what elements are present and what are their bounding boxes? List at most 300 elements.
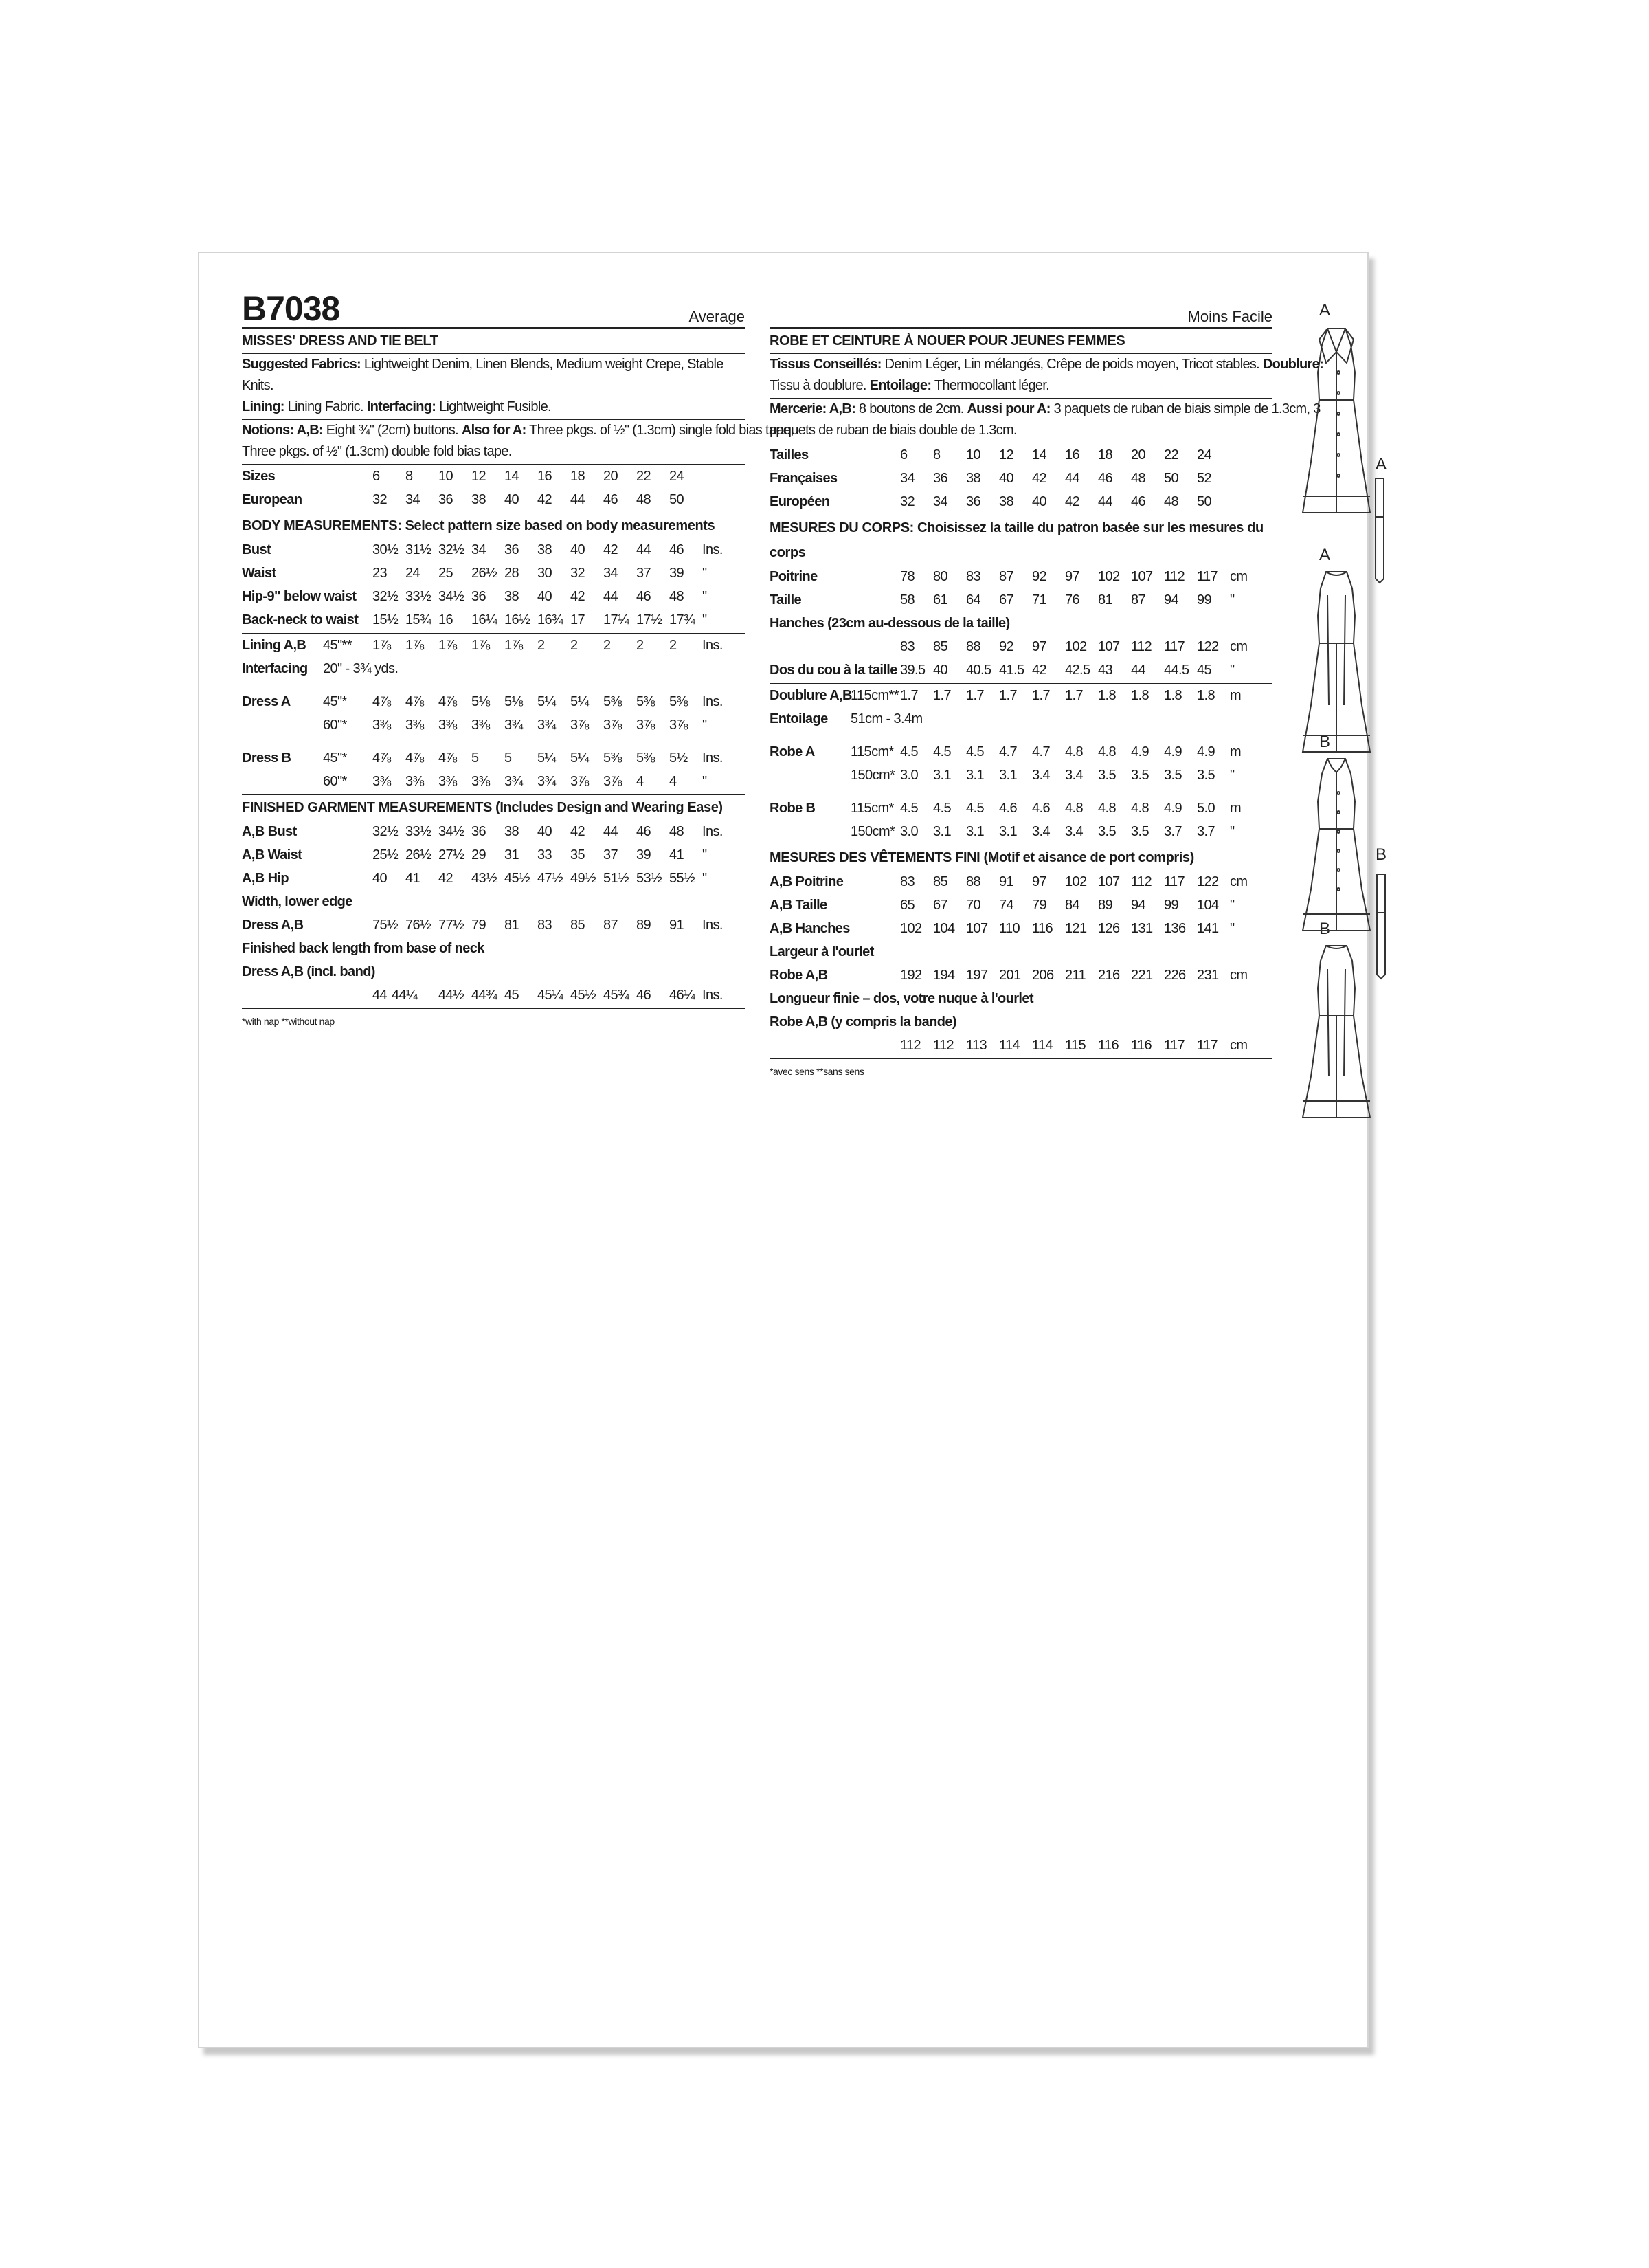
table-row [770,443,1272,467]
cell-value: 46 [1098,471,1113,486]
cell-value: 44 [636,542,651,557]
cell-unit: " [702,718,707,733]
cell-value: 221 [1131,968,1153,983]
cell-value: 47½ [537,871,563,886]
cell-value: 5⅜ [636,751,655,766]
table-row [770,797,1272,820]
cell-value: 42 [570,824,585,839]
lining-label-en: Lining: [242,399,284,414]
cell-value: 5¼ [537,751,556,766]
cell-value: 4 [669,774,677,789]
cell-value: 39.5 [900,663,926,678]
cell-value: 83 [966,569,981,584]
header-en [242,290,745,329]
cell-value: 16 [1065,447,1080,463]
cell-value: 87 [999,569,1014,584]
cell-unit: " [1230,898,1235,913]
cell-value: 3.5 [1164,768,1182,783]
fabrics-text-fr: Denim Léger, Lin mélangés, Crêpe de poids moyen, Tricot stables. [884,357,1260,372]
cell-value: 8 [405,469,413,484]
body-heading-fr: MESURES DU CORPS: Choisissez la taille du patron basée sur les mesures du corps [770,520,1264,560]
notions-text-fr: 8 boutons de 2cm. [858,401,964,416]
cell-value: 67 [999,592,1014,608]
cell-value: 89 [1098,898,1113,913]
cell-value: 4 [636,774,644,789]
cell-value: 44 [603,824,618,839]
cell-value: 3¾ [504,774,523,789]
cell-value: 42 [603,542,618,557]
cell-value: 24 [1197,447,1212,463]
cell-value: 16 [438,612,453,627]
cell-value: 4.5 [933,744,952,759]
cell-value: 36 [933,471,948,486]
cell-value: 206 [1032,968,1054,983]
cell-value: 107 [1098,874,1120,889]
cell-value: 117 [1164,1038,1185,1053]
cell-value: 44 [372,988,388,1003]
interfacing-label-fr: Entoilage: [869,378,932,393]
row-fabric-width: 51cm - 3.4m [851,711,923,726]
notions-text2-fr: 3 paquets de ruban de biais simple de 1.3cm, 3 [1053,401,1321,416]
cell-value: 5¼ [570,751,589,766]
cell-value: 42 [570,589,585,604]
fabrics-label-fr: Tissus Conseillés: [770,357,882,372]
cell-value: 197 [966,968,988,983]
row-label: Finished back length from base of neck [242,941,484,956]
cell-value: 97 [1032,874,1047,889]
cell-value: 70 [966,898,981,913]
table-row [770,707,1272,731]
table-row [770,964,1272,987]
row-label: Hip-9" below waist [242,589,357,604]
view-label-b-front: B [1319,733,1331,751]
table-row [242,657,745,680]
cell-value: 117 [1197,569,1218,584]
cell-value: 76½ [405,918,431,933]
cell-value: 121 [1065,921,1087,936]
cell-value: 48 [1131,471,1146,486]
cell-value: 40 [537,589,552,604]
cell-unit: " [702,612,707,627]
cell-value: 46 [636,589,651,604]
cell-value: 61 [933,592,948,608]
cell-value: 20 [603,469,618,484]
row-fabric-width: 150cm* [851,768,895,783]
cell-value: 42 [537,492,552,507]
cell-value: 91 [669,918,684,933]
cell-value: 226 [1164,968,1186,983]
fabrics-text-en: Lightweight Denim, Linen Blends, Medium weight Crepe, Stable Knits. [242,357,723,393]
cell-value: 192 [900,968,922,983]
row-fabric-width: 115cm** [851,688,899,703]
cell-value: 58 [900,592,915,608]
row-fabric-width: 115cm* [851,744,894,759]
cell-value: 3⅞ [603,718,622,733]
cell-value: 44.5 [1164,663,1189,678]
cell-value: 94 [1164,592,1179,608]
cell-value: 79 [1032,898,1047,913]
cell-value: 32½ [438,542,464,557]
row-label: Tailles [770,447,809,463]
cell-unit: Ins. [702,542,723,557]
row-label: Entoilage [770,711,828,726]
cell-value: 5⅜ [636,694,655,709]
cell-value: 10 [966,447,981,463]
cell-value: 83 [900,639,915,654]
row-label: A,B Poitrine [770,874,844,889]
cell-value: 1.8 [1131,688,1149,703]
cell-unit: cm [1230,639,1248,654]
cell-value: 3⅞ [570,774,589,789]
cell-value: 3¾ [537,774,556,789]
row-label: Taille [770,592,802,608]
cell-value: 1⅞ [438,638,457,653]
cell-value: 1.8 [1197,688,1215,703]
cell-value: 15½ [372,612,399,627]
cell-value: 3⅞ [570,718,589,733]
cell-value: 45 [1197,663,1212,678]
table-row [242,890,745,913]
table-row [242,770,745,793]
cell-value: 43 [1098,663,1113,678]
table-row [770,684,1272,707]
row-label: Lining A,B [242,638,306,653]
cell-unit: " [702,589,707,604]
row-label: A,B Hanches [770,921,850,936]
table-row [770,612,1272,635]
cell-value: 4.9 [1164,744,1182,759]
cell-value: 201 [999,968,1021,983]
cell-value: 64 [966,592,981,608]
cell-value: 4.8 [1098,744,1117,759]
cell-value: 3⅜ [372,774,391,789]
cell-value: 65 [900,898,915,913]
view-label-a-front: A [1319,301,1331,320]
cell-value: 32½ [372,589,399,604]
cell-unit: " [702,847,707,863]
cell-value: 1.7 [1032,688,1051,703]
cell-value: 3.0 [900,768,919,783]
table-row [242,820,745,843]
cell-value: 44 [603,589,618,604]
table-row [242,983,745,1007]
table-row [770,764,1272,787]
table-row [242,713,745,737]
cell-value: 34½ [438,824,464,839]
cell-value: 97 [1032,639,1047,654]
table-row [242,843,745,867]
cell-value: 40 [570,542,585,557]
french-column [770,290,1324,1077]
table-row [770,1010,1272,1034]
yardage-table-en [242,634,745,795]
table-row [242,746,745,770]
row-label: Hanches (23cm au-dessous de la taille) [770,616,1010,631]
row-label: A,B Taille [770,898,827,913]
cell-value: 115 [1065,1038,1086,1053]
cell-value: 16 [537,469,552,484]
cell-value: 77½ [438,918,464,933]
cell-value: 38 [999,494,1014,509]
cell-value: 94 [1131,898,1146,913]
cell-value: 5¼ [537,694,556,709]
row-label: Bust [242,542,271,557]
row-label: Dress B [242,751,291,766]
cell-value: 34 [603,566,618,581]
cell-value: 36 [471,824,486,839]
cell-value: 26½ [405,847,431,863]
cell-value: 34 [933,494,948,509]
cell-value: 20 [1131,447,1146,463]
pattern-code: B7038 [242,289,340,328]
cell-value: 87 [1131,592,1146,608]
cell-value: 46 [1131,494,1146,509]
cell-value: 110 [999,921,1020,936]
cell-value: 30 [537,566,552,581]
notions-also-a-en: Also for A: [461,423,526,438]
cell-value: 2 [636,638,644,653]
cell-value: 48 [1164,494,1179,509]
cell-value: 75½ [372,918,399,933]
cell-value: 27½ [438,847,464,863]
cell-value: 48 [636,492,651,507]
cell-value: 46 [603,492,618,507]
cell-value: 4.6 [999,801,1018,816]
cell-value: 38 [504,824,519,839]
cell-unit: " [1230,921,1235,936]
cell-value: 28 [504,566,519,581]
cell-unit: " [1230,663,1235,678]
table-row [770,893,1272,917]
table-row [770,658,1272,682]
table-row [242,867,745,890]
cell-value: 32 [372,492,388,507]
cell-value: 85 [933,874,948,889]
cell-value: 49½ [570,871,596,886]
finished-table-fr [770,870,1272,1059]
cell-value: 37 [636,566,651,581]
cell-value: 5⅛ [504,694,523,709]
cell-value: 40 [1032,494,1047,509]
cell-value: 114 [1032,1038,1053,1053]
cell-value: 17 [570,612,585,627]
notions-also-a-fr: Aussi pour A: [967,401,1051,416]
row-fabric-width: 60"* [323,774,347,789]
cell-value: 112 [1164,569,1185,584]
cell-value: 113 [966,1038,987,1053]
cell-unit: cm [1230,569,1248,584]
row-label: European [242,492,302,507]
cell-value: 112 [933,1038,954,1053]
cell-value: 3.1 [966,824,985,839]
cell-value: 2 [537,638,545,653]
row-label: Largeur à l'ourlet [770,944,874,959]
fabrics-block-en [242,354,745,420]
table-row [770,917,1272,940]
row-fabric-width: 45"** [323,638,352,653]
notions-block-fr [770,399,1321,443]
cell-value: 114 [999,1038,1020,1053]
row-fabric-width: 45"* [323,751,347,766]
cell-value: 112 [1131,639,1152,654]
cell-unit: " [702,774,707,789]
difficulty-label-fr: Moins Facile [1187,308,1272,325]
cell-value: 80 [933,569,948,584]
cell-value: 3⅜ [471,718,490,733]
table-row [242,538,745,562]
cell-value: 141 [1197,921,1219,936]
row-label: Robe B [770,801,816,816]
cell-value: 4.7 [1032,744,1051,759]
view-illustrations [1299,301,1395,1194]
header-fr [770,290,1272,329]
cell-value: 4.5 [900,744,919,759]
finished-table-en [242,820,745,1009]
cell-value: 79 [471,918,486,933]
row-label: Interfacing [242,661,308,676]
cell-value: 50 [669,492,684,507]
row-label: Back-neck to waist [242,612,359,627]
cell-value: 18 [570,469,585,484]
table-row [242,465,745,488]
cell-value: 14 [504,469,519,484]
row-label: Sizes [242,469,276,484]
cell-value: 85 [933,639,948,654]
cell-unit: cm [1230,1038,1248,1053]
cell-value: 3.4 [1032,768,1051,783]
row-label: Françaises [770,471,838,486]
cell-value: 1.7 [1065,688,1084,703]
cell-value: 3.5 [1131,768,1149,783]
cell-value: 102 [1065,639,1087,654]
cell-value: 99 [1164,898,1179,913]
cell-value: 112 [1131,874,1152,889]
cell-value: 5⅛ [471,694,490,709]
cell-value: 3.5 [1131,824,1149,839]
cell-value: 48 [669,589,684,604]
cell-value: 5¼ [570,694,589,709]
cell-value: 5⅜ [603,694,622,709]
fabrics-block-fr [770,354,1324,399]
cell-value: 5 [504,751,512,766]
cell-value: 33½ [405,589,431,604]
cell-value: 99 [1197,592,1212,608]
cell-value: 3.0 [900,824,919,839]
cell-value: 12 [999,447,1014,463]
dress-b-front-illustration [1299,755,1374,940]
cell-value: 25 [438,566,453,581]
cell-value: 211 [1065,968,1086,983]
cell-value: 33 [537,847,552,863]
footnote-fr: *avec sens **sans sens [770,1066,864,1077]
table-row [770,987,1272,1010]
cell-value: 5.0 [1197,801,1215,816]
cell-value: 3¾ [504,718,523,733]
cell-value: 87 [603,918,618,933]
row-label: Waist [242,566,276,581]
table-row [242,585,745,608]
cell-value: 107 [1098,639,1120,654]
cell-value: 122 [1197,639,1219,654]
cell-value: 44 [1065,471,1080,486]
cell-value: 45 [504,988,519,1003]
difficulty-label-en: Average [688,308,745,325]
cell-value: 44 [1098,494,1113,509]
dress-a-front-illustration [1299,324,1374,524]
row-gap [242,737,745,746]
cell-value: 53½ [636,871,662,886]
cell-value: 81 [1098,592,1113,608]
cell-value: 41 [669,847,684,863]
cell-value: 44¼ [392,988,418,1003]
cell-value: 40 [504,492,519,507]
interfacing-text-en: Lightweight Fusible. [439,399,551,414]
cell-value: 42 [1032,663,1047,678]
notions-line2-en: Three pkgs. of ½" (1.3cm) double fold bias tape. [242,444,512,459]
cell-value: 104 [933,921,955,936]
row-label: Dress A [242,694,291,709]
cell-value: 3⅞ [636,718,655,733]
garment-title-fr: ROBE ET CEINTURE À NOUER POUR JEUNES FEMMES [770,329,1272,354]
lining-text-en: Lining Fabric. [287,399,363,414]
cell-value: 116 [1131,1038,1152,1053]
table-row [242,608,745,632]
cell-value: 122 [1197,874,1219,889]
cell-value: 4.9 [1131,744,1149,759]
table-row [770,820,1272,843]
cell-value: 39 [669,566,684,581]
cell-value: 16¾ [537,612,563,627]
cell-unit: Ins. [702,694,723,709]
cell-value: 40 [999,471,1014,486]
cell-value: 46¼ [669,988,695,1003]
table-row [770,1034,1272,1057]
cell-value: 102 [900,921,922,936]
row-fabric-width: 45"* [323,694,347,709]
cell-value: 83 [537,918,552,933]
cell-value: 45¼ [537,988,563,1003]
cell-value: 40 [933,663,948,678]
table-row [242,937,745,960]
finished-heading-en: FINISHED GARMENT MEASUREMENTS (Includes Design and Wearing Ease) [242,800,723,815]
cell-value: 67 [933,898,948,913]
table-row [242,488,745,511]
cell-value: 36 [504,542,519,557]
cell-value: 104 [1197,898,1219,913]
cell-value: 131 [1131,921,1153,936]
cell-value: 88 [966,874,981,889]
cell-value: 45½ [504,871,530,886]
cell-unit: Ins. [702,918,723,933]
cell-value: 24 [669,469,684,484]
cell-unit: Ins. [702,751,723,766]
cell-value: 1.7 [999,688,1018,703]
cell-value: 39 [636,847,651,863]
cell-value: 92 [999,639,1014,654]
cell-value: 3⅜ [471,774,490,789]
cell-value: 3.1 [999,824,1018,839]
cell-value: 4.9 [1197,744,1215,759]
cell-value: 46 [636,824,651,839]
cell-value: 40 [372,871,388,886]
row-fabric-width: 150cm* [851,824,895,839]
cell-value: 3⅞ [603,774,622,789]
cell-value: 46 [636,988,651,1003]
row-label: Doublure A,B [770,688,852,703]
cell-value: 51½ [603,871,629,886]
row-label: Dress A,B (incl. band) [242,964,375,979]
cell-unit: " [702,566,707,581]
